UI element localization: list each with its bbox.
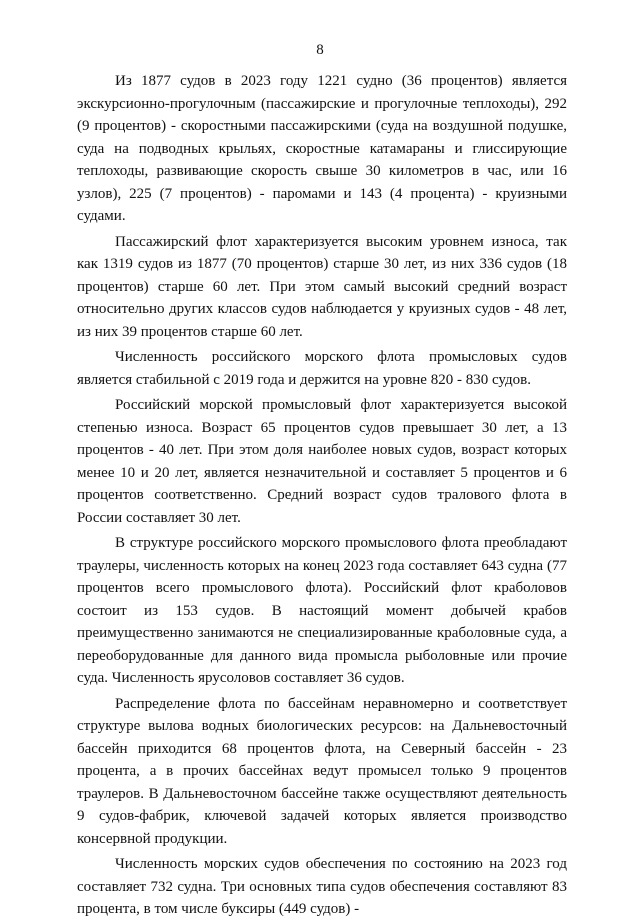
- paragraph-fleet-distribution: Распределение флота по бассейнам неравномерно и соответствует структуре вылова водных биологических ресурсов: на Дальневосточный бассейн приходится 68 процентов флота, на Северный бассейн - 23 процента, а в прочих бассейнах ведут промысел только 9 процентов траулеров. В Дальневосточном бассейне также осуществляют деятельность 9 судов-фабрик, ключевой задачей которых является производство консервной продукции.: [77, 695, 567, 847]
- page-number: 8: [316, 42, 324, 58]
- document-body: [77, 70, 567, 924]
- paragraph-passenger-fleet-structure: Из 1877 судов в 2023 году 1221 судно (36 процентов) является экскурсионно-прогулочным (пассажирские и прогулочные теплоходы), 292 (9 процентов) - скоростными пассажирскими (суда на воздушной подушке, суда на подводных крыльях, скоростные катамараны и глиссирующие теплоходы, развивающие скорость свыше 30 километров в час, или 16 узлов), 225 (7 процентов) - паромами и 143 (4 процента) - круизными судами.: [77, 73, 567, 224]
- paragraph-support-vessels: Численность морских судов обеспечения по состоянию на 2023 год составляет 732 судна. Три основных типа судов обеспечения составляют 83 процента, в том числе буксиры (449 судов) -: [77, 856, 567, 917]
- paragraph-passenger-fleet-wear: Пассажирский флот характеризуется высоким уровнем износа, так как 1319 судов из 1877 (70 процентов) старше 30 лет, из них 336 судов (18 процентов) старше 60 лет. При этом самый высокий средний возраст относительно других классов судов наблюдается у круизных судов - 48 лет, из них 39 процентов старше 60 лет.: [77, 233, 567, 340]
- paragraph-fishing-fleet-wear: Российский морской промысловый флот характеризуется высокой степенью износа. Возраст 65 процентов судов превышает 30 лет, а 13 процентов - 40 лет. При этом доля наиболее новых судов, возраст которых менее 10 и 20 лет, является незначительной и составляет 5 процентов и 6 процентов соответственно. Средний возраст судов тралового флота в России составляет 30 лет.: [77, 397, 567, 526]
- paragraph-fishing-fleet-structure: В структуре российского морского промыслового флота преобладают траулеры, численность которых на конец 2023 года составляет 643 судна (77 процентов всего промыслового флота). Российский флот краболовов состоит из 153 судов. В настоящий момент добычей крабов преимущественно занимаются не специализированные краболовные суда, а переоборудованные для данного вида промысла рыболовные или прочие суда. Численность ярусоловов составляет 36 судов.: [77, 535, 567, 686]
- paragraph-fishing-fleet-count: Численность российского морского флота промысловых судов является стабильной с 2019 года и держится на уровне 820 - 830 судов.: [77, 349, 567, 388]
